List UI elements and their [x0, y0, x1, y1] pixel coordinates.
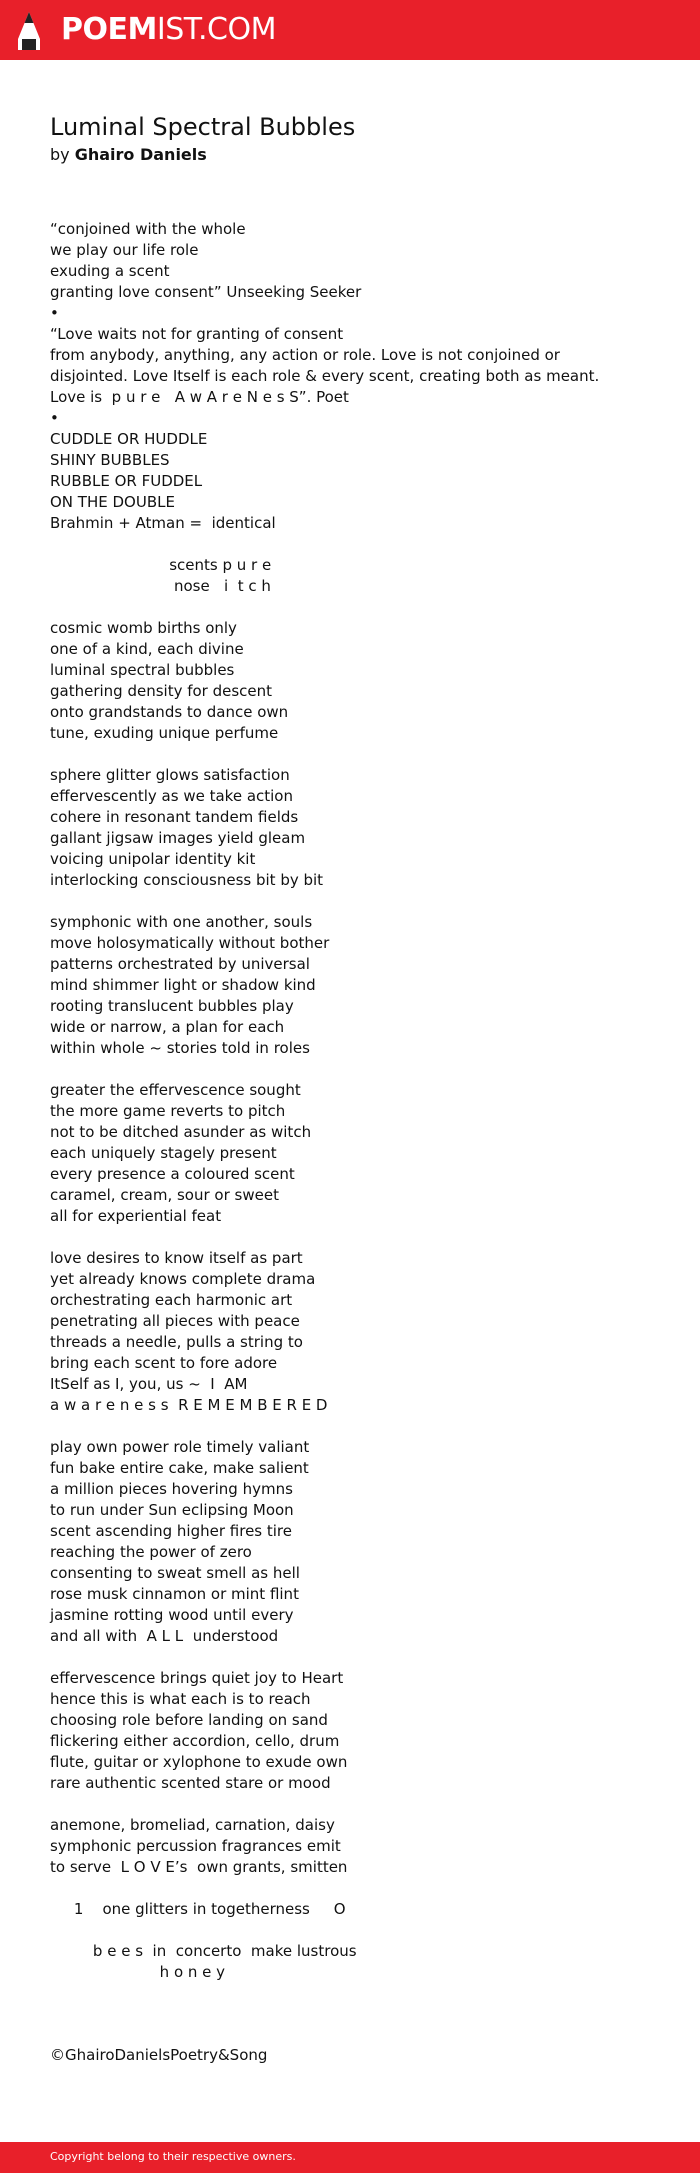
by-prefix: by: [50, 145, 70, 164]
poem-line: disjointed. Love Itself is each role & every scent, creating both as meant.: [50, 367, 600, 385]
poem-line: wide or narrow, a plan for each: [50, 1018, 285, 1036]
poem-line: threads a needle, pulls a string to: [50, 1333, 303, 1351]
poem-line: exuding a scent: [50, 262, 170, 280]
poem-line: 1 one glitters in togetherness O: [50, 1900, 346, 1918]
poem-body: [50, 219, 650, 1983]
poem-line: mind shimmer light or shadow kind: [50, 976, 316, 994]
poem-line: “Love waits not for granting of consent: [50, 325, 344, 343]
poem-line: “conjoined with the whole: [50, 220, 246, 238]
poem-line: tune, exuding unique perfume: [50, 724, 279, 742]
site-header: [0, 0, 700, 60]
poem-line: penetrating all pieces with peace: [50, 1312, 300, 1330]
poem-line: yet already knows complete drama: [50, 1270, 316, 1288]
poem-line: gallant jigsaw images yield gleam: [50, 829, 306, 847]
poem-line: voicing unipolar identity kit: [50, 850, 256, 868]
poem-line: to serve L O V E’s own grants, smitten: [50, 1858, 348, 1876]
poem-line: symphonic percussion fragrances emit: [50, 1837, 341, 1855]
poem-title: Luminal Spectral Bubbles: [50, 113, 356, 141]
poem-line: play own power role timely valiant: [50, 1438, 310, 1456]
poem-line: cosmic womb births only: [50, 619, 237, 637]
stanza-break: [50, 1059, 650, 1080]
poem-line: every presence a coloured scent: [50, 1165, 295, 1183]
author-link[interactable]: Ghairo Daniels: [74, 145, 207, 164]
poem-line: bring each scent to fore adore: [50, 1354, 278, 1372]
poem-line: rose musk cinnamon or mint flint: [50, 1585, 299, 1603]
poem-line: reaching the power of zero: [50, 1543, 252, 1561]
stanza-break: [50, 744, 650, 765]
poem-line: onto grandstands to dance own: [50, 703, 289, 721]
stanza-break: [50, 1416, 650, 1437]
poem-line: caramel, cream, sour or sweet: [50, 1186, 279, 1204]
poem-line: one of a kind, each divine: [50, 640, 244, 658]
poem-signature: ©GhairoDanielsPoetry&Song: [50, 2046, 268, 2064]
footer-copyright: Copyright belong to their respective owners.: [50, 2150, 296, 2163]
poem-line: choosing role before landing on sand: [50, 1711, 328, 1729]
poem-line: a million pieces hovering hymns: [50, 1480, 293, 1498]
poem-line: luminal spectral bubbles: [50, 661, 235, 679]
pencil-logo-icon[interactable]: [16, 11, 42, 51]
poem-line: anemone, bromeliad, carnation, daisy: [50, 1816, 335, 1834]
stanza-break: [50, 1878, 650, 1899]
poem-line: Brahmin + Atman = identical: [50, 514, 276, 532]
poem-line: a w a r e n e s s R E M E M B E R E D: [50, 1396, 328, 1414]
poem-line: cohere in resonant tandem fields: [50, 808, 299, 826]
stanza-break: [50, 1920, 650, 1941]
poem-line: not to be ditched asunder as witch: [50, 1123, 312, 1141]
stanza-break: [50, 891, 650, 912]
poem-line: from anybody, anything, any action or role. Love is not conjoined or: [50, 346, 560, 364]
poem-line: each uniquely stagely present: [50, 1144, 277, 1162]
stanza-break: [50, 1227, 650, 1248]
poem-line: Love is p u r e A w A r e N e s S”. Poet: [50, 388, 349, 406]
stanza-break: [50, 597, 650, 618]
poem-line: all for experiential feat: [50, 1207, 222, 1225]
brand-rest: IST.COM: [156, 12, 276, 47]
poem-line: flickering either accordion, cello, drum: [50, 1732, 340, 1750]
poem-line: rare authentic scented stare or mood: [50, 1774, 331, 1792]
poem-line: rooting translucent bubbles play: [50, 997, 294, 1015]
poem-line: the more game reverts to pitch: [50, 1102, 286, 1120]
poem-line: •: [50, 409, 59, 427]
poem-line: ON THE DOUBLE: [50, 493, 175, 511]
poem-line: love desires to know itself as part: [50, 1249, 303, 1267]
poem-line: within whole ~ stories told in roles: [50, 1039, 310, 1057]
poem-line: greater the effervescence sought: [50, 1081, 301, 1099]
poem-line: scents p u r e: [50, 556, 272, 574]
poem-line: ItSelf as I, you, us ~ I AM: [50, 1375, 248, 1393]
poem-line: h o n e y: [50, 1963, 226, 1981]
poem-line: SHINY BUBBLES: [50, 451, 170, 469]
brand-bold: POEM: [61, 12, 157, 47]
poem-line: to run under Sun eclipsing Moon: [50, 1501, 294, 1519]
poem-line: patterns orchestrated by universal: [50, 955, 310, 973]
poem-line: interlocking consciousness bit by bit: [50, 871, 324, 889]
poem-line: jasmine rotting wood until every: [50, 1606, 294, 1624]
poem-line: gathering density for descent: [50, 682, 273, 700]
stanza-break: [50, 1647, 650, 1668]
poem-line: scent ascending higher fires tire: [50, 1522, 292, 1540]
poem-line: effervescence brings quiet joy to Heart: [50, 1669, 344, 1687]
poem-line: consenting to sweat smell as hell: [50, 1564, 300, 1582]
poem-line: flute, guitar or xylophone to exude own: [50, 1753, 348, 1771]
poem-line: and all with A L L understood: [50, 1627, 279, 1645]
poem-line: nose i t c h: [50, 577, 271, 595]
poem-line: b e e s in concerto make lustrous: [50, 1942, 357, 1960]
poem-line: fun bake entire cake, make salient: [50, 1459, 309, 1477]
poem-line: CUDDLE OR HUDDLE: [50, 430, 208, 448]
poem-line: we play our life role: [50, 241, 199, 259]
poem-line: move holosymatically without bother: [50, 934, 330, 952]
stanza-break: [50, 534, 650, 555]
poem-heading: [50, 112, 650, 166]
poem-line: orchestrating each harmonic art: [50, 1291, 293, 1309]
poem-line: sphere glitter glows satisfaction: [50, 766, 290, 784]
poem-line: granting love consent” Unseeking Seeker: [50, 283, 362, 301]
stanza-break: [50, 1794, 650, 1815]
site-footer: [0, 2142, 700, 2173]
poem-line: •: [50, 304, 59, 322]
poem-line: hence this is what each is to reach: [50, 1690, 311, 1708]
poem-line: effervescently as we take action: [50, 787, 293, 805]
poem-line: RUBBLE OR FUDDEL: [50, 472, 203, 490]
poem-line: symphonic with one another, souls: [50, 913, 313, 931]
byline: [50, 144, 650, 166]
site-logo[interactable]: [61, 12, 276, 48]
